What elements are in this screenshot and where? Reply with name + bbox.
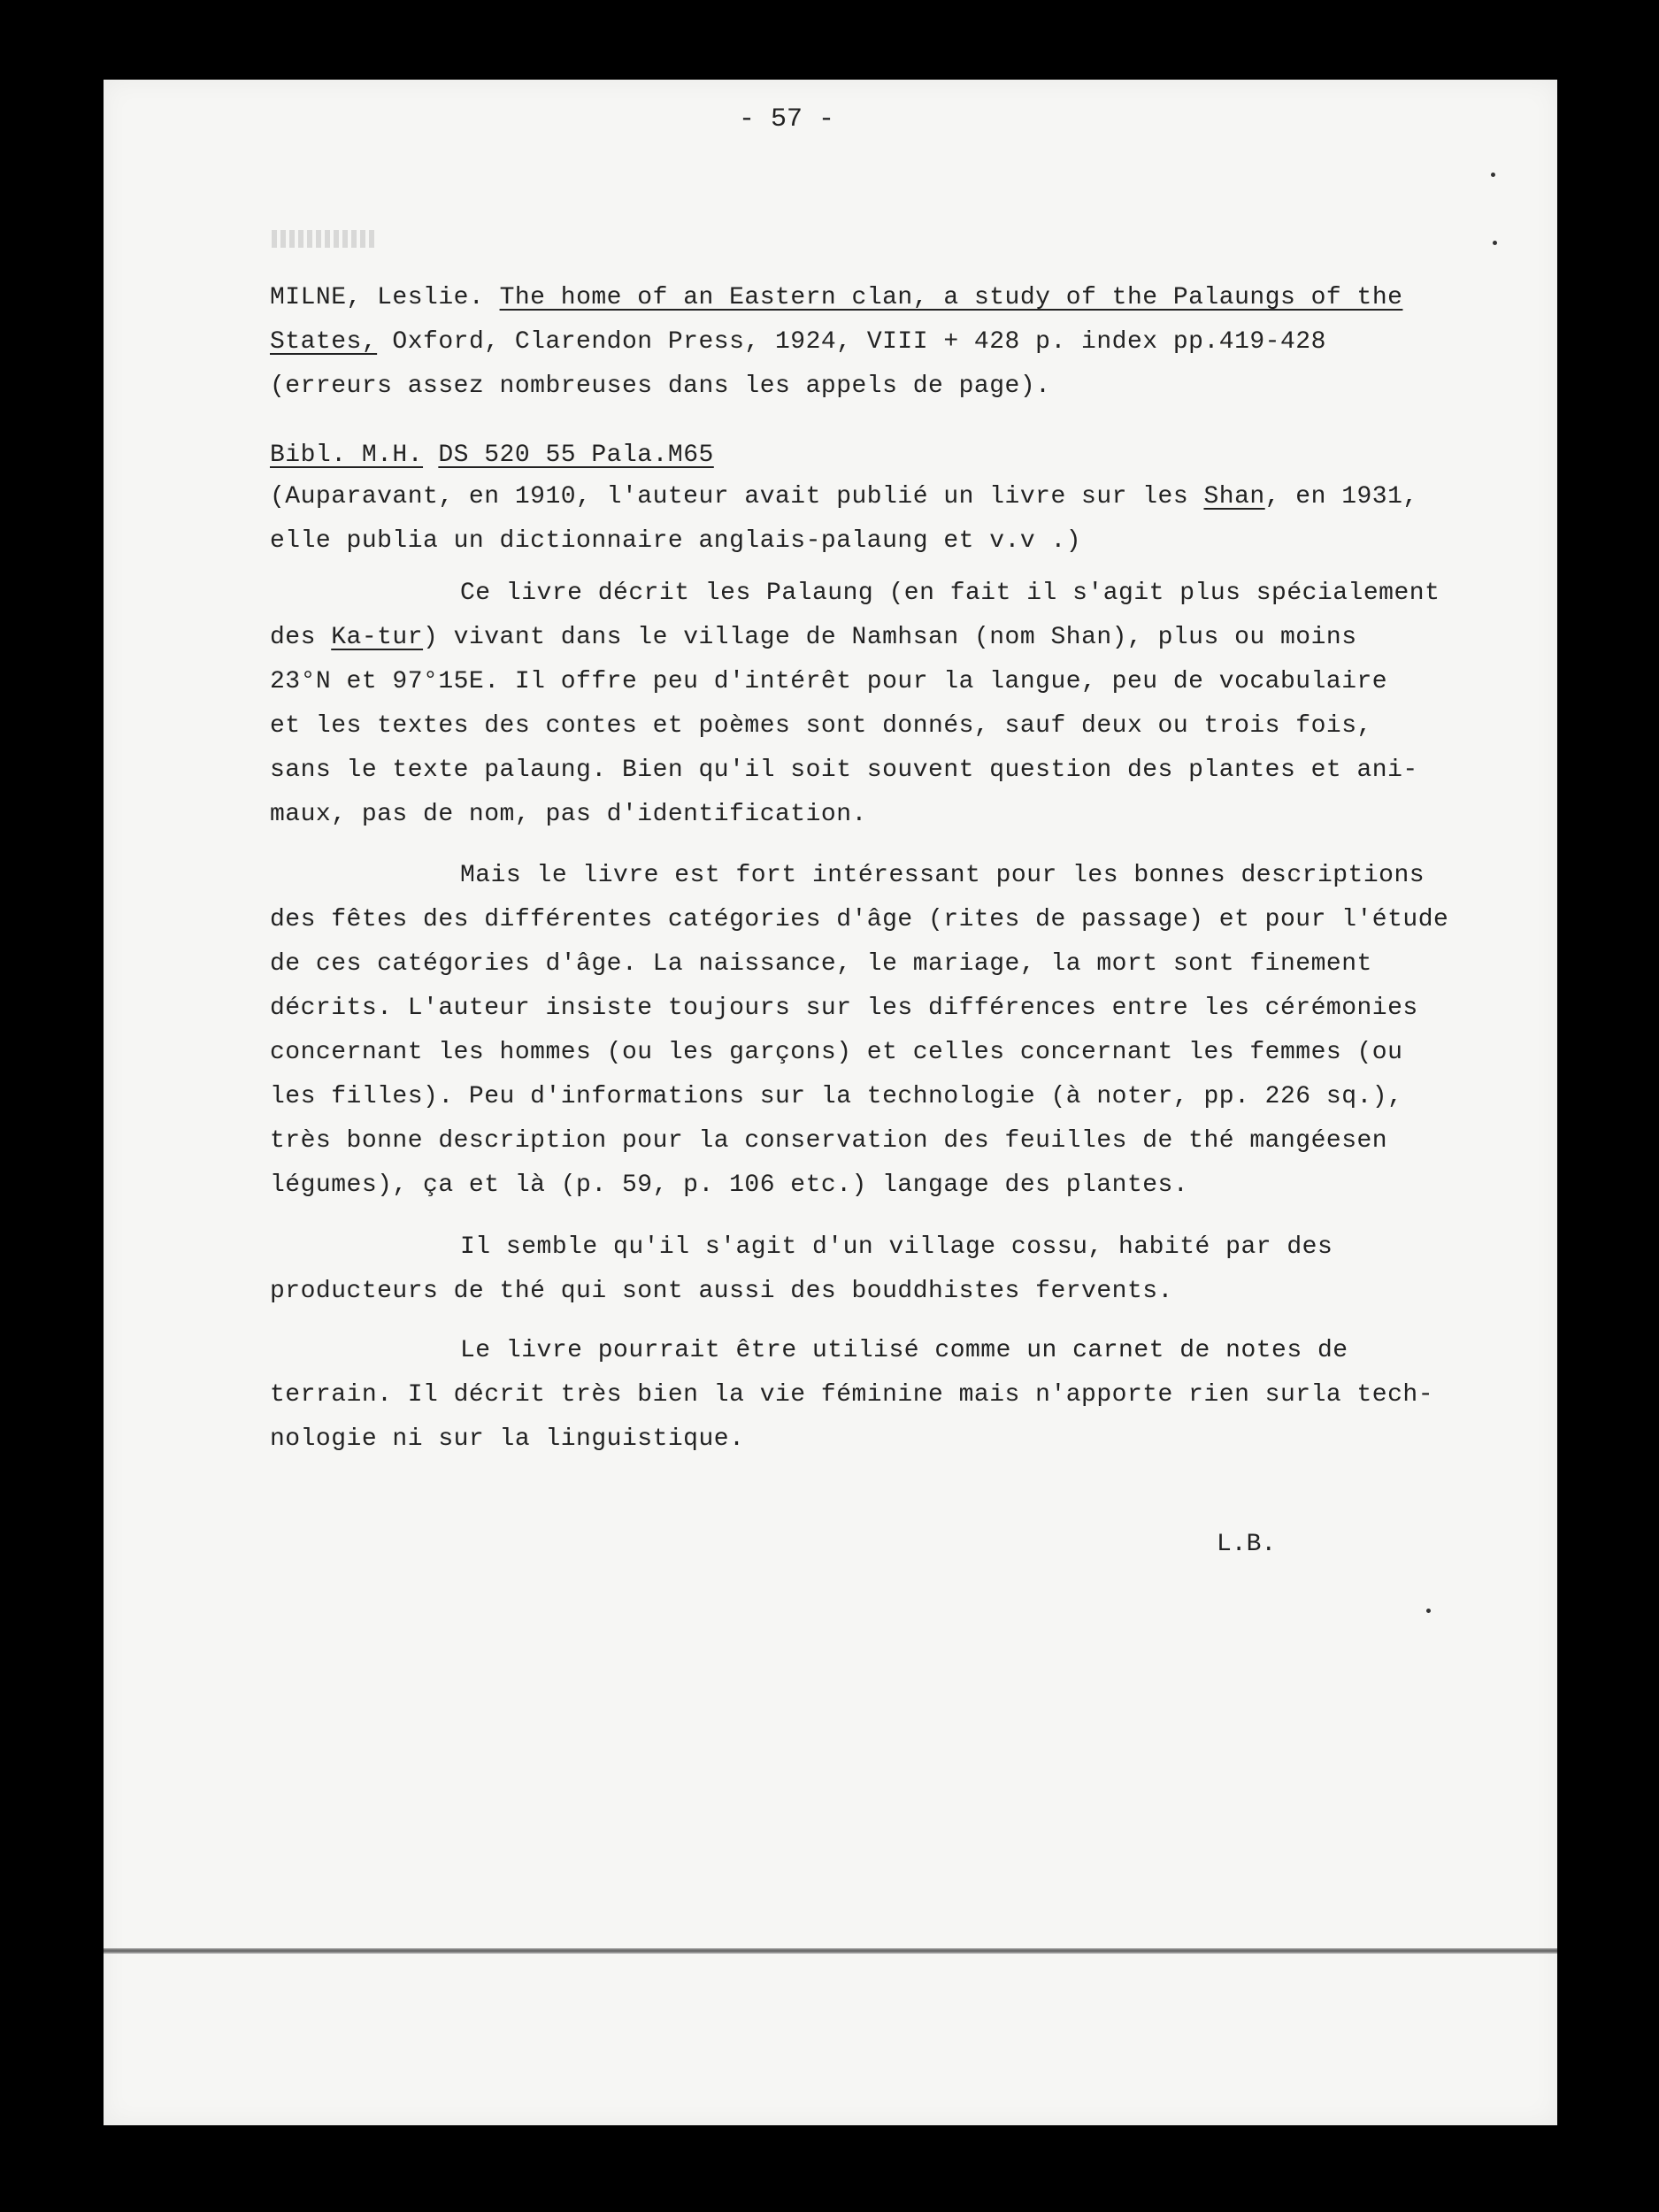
signature-initials: L.B. xyxy=(1217,1531,1277,1558)
paragraph-1 xyxy=(270,572,1440,837)
paragraph-3 xyxy=(270,1225,1333,1314)
speck xyxy=(1426,1609,1431,1613)
note-text: (Auparavant, en 1910, l'auteur avait publié un livre sur les xyxy=(270,483,1204,511)
bibl-label: Bibl. M.H. xyxy=(270,442,424,469)
note-line2: elle publia un dictionnaire anglais-palaung et v.v .) xyxy=(270,527,1082,555)
p1-katur: Ka-tur xyxy=(331,624,424,651)
p1-line2-start: des xyxy=(270,624,332,651)
p4-text: Le livre pourrait être utilisé comme un carnet de notes de terrain. Il décrit très bien la vie féminine mais n'apporte rien surla tech- nologie ni sur la linguistique. xyxy=(270,1337,1434,1453)
bibliography-reference xyxy=(270,434,714,478)
speck xyxy=(1493,241,1497,245)
note-text-end: , en 1931, xyxy=(1264,483,1418,511)
paragraph-4 xyxy=(270,1329,1433,1462)
page-number: - 57 - xyxy=(739,104,835,134)
paragraph-2 xyxy=(270,854,1448,1208)
citation-title: The home of an Eastern clan, a study of the Palaungs of the xyxy=(499,284,1403,311)
citation-remark: (erreurs assez nombreuses dans les appels de page). xyxy=(270,373,1051,400)
p1-line2-end: ) vivant dans le village de Namhsan (nom Shan), plus ou moins xyxy=(423,624,1357,651)
p2-text: Mais le livre est fort intéressant pour les bonnes descriptions des fêtes des différentes catégories d'âge (rites de passage) et pour l'étude de ces catégories d'âge. La naissance, le mariage, la mort sont finement décrits. L'auteur insiste toujours sur les différences entre les cérémonies concernant les hommes (ou les garçons) et celles concernant les femmes (ou les filles). Peu d'informations sur la technologie (à noter, pp. 226 sq.), très bonne description pour la conservation des feuilles de thé mangéesen légumes), ça et là (p. 59, p. 106 etc.) langage des plantes. xyxy=(270,862,1449,1199)
p3-text: Il semble qu'il s'agit d'un village cossu, habité par des producteurs de thé qui sont aussi des bouddhistes fervents. xyxy=(270,1233,1333,1305)
page-fold-line xyxy=(104,1948,1557,1954)
speck xyxy=(1491,173,1495,177)
prior-works-note xyxy=(270,475,1418,564)
p1-line1: Ce livre décrit les Palaung (en fait il s'agit plus spécialement xyxy=(460,580,1440,607)
citation xyxy=(270,276,1402,409)
citation-publisher: Oxford, Clarendon Press, 1924, VIII + 428 p. index pp.419-428 xyxy=(377,328,1326,356)
p1-rest: 23°N et 97°15E. Il offre peu d'intérêt pour la langue, peu de vocabulaire et les textes des contes et poèmes sont donnés, sauf deux ou trois fois, sans le texte palaung. Bien qu'il soit souvent question des plantes et ani- maux, pas de nom, pas d'identification. xyxy=(270,668,1418,828)
citation-author: MILNE, Leslie. xyxy=(270,284,485,311)
bleed-through-mark xyxy=(272,230,378,248)
citation-title-cont: States, xyxy=(270,328,378,356)
bibl-shelfmark: DS 520 55 Pala.M65 xyxy=(438,442,714,469)
note-shan: Shan xyxy=(1203,483,1265,511)
